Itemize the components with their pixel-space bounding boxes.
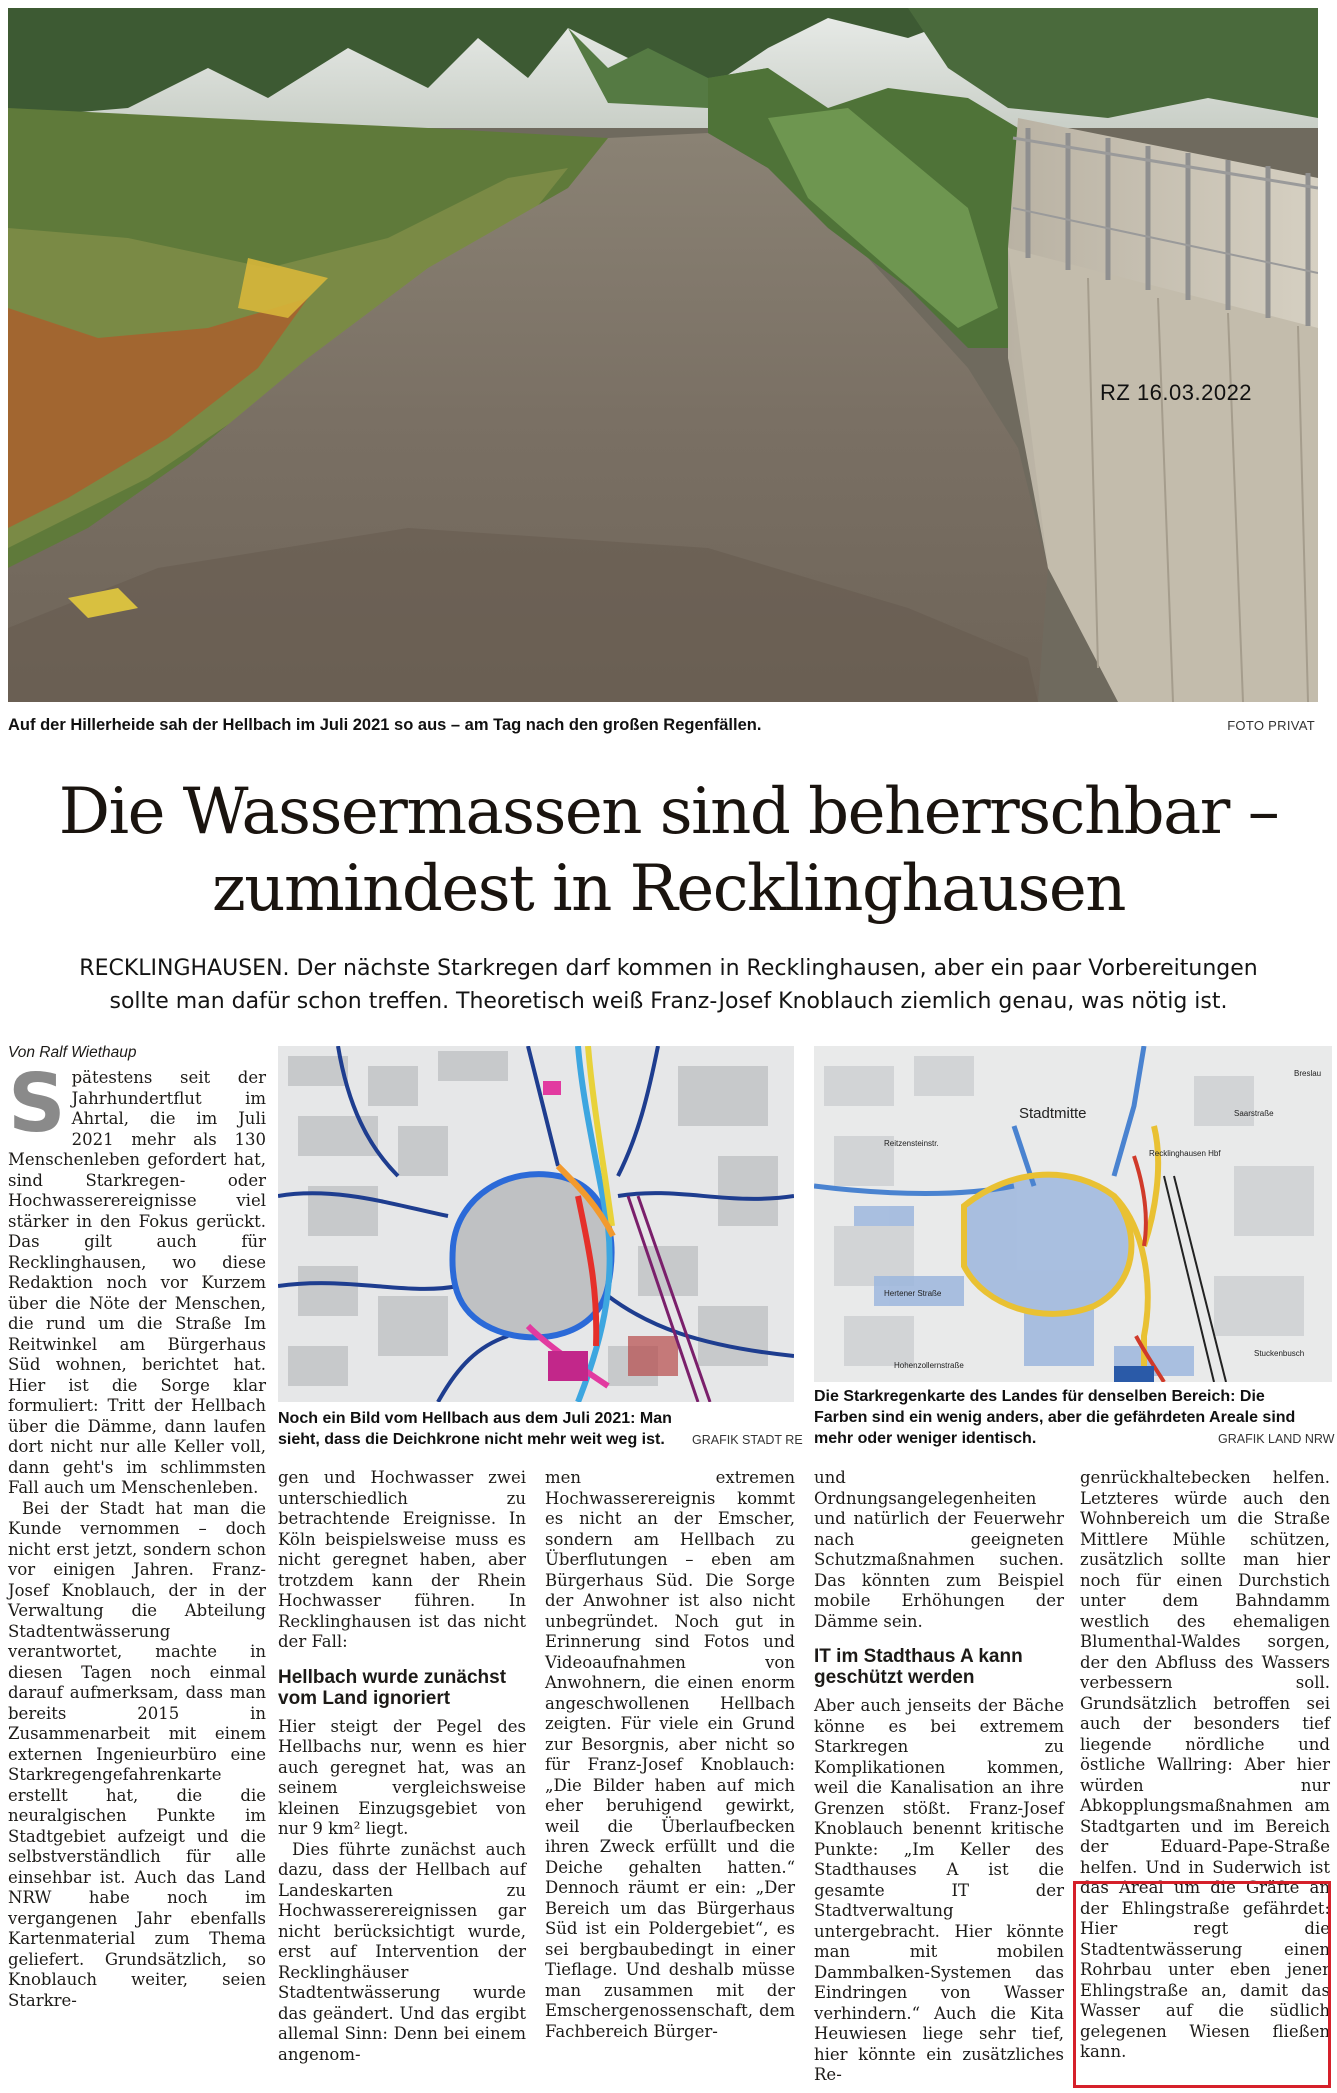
- map1-credit: GRAFIK STADT RE: [692, 1433, 803, 1447]
- map2-label-street: Stuckenbusch: [1254, 1349, 1305, 1358]
- headline: [0, 774, 1337, 928]
- lead-line-2: sollte man dafür schon treffen. Theoretisch weiß Franz-Josef Knoblauch ziemlich genau, was nötig ist.: [109, 989, 1228, 1014]
- map2-caption: Die Starkregenkarte des Landes für denselben Bereich: Die Farben sind ein wenig anders, aber die gefährdeten Areale sind mehr oder weniger identisch.: [814, 1388, 1296, 1447]
- subheading: Hellbach wurde zunächst vom Land ignoriert: [278, 1666, 507, 1709]
- hellbach-photo: [8, 8, 1318, 702]
- flood-map-land-nrw: [814, 1046, 1332, 1382]
- map1-caption: Noch ein Bild vom Hellbach aus dem Juli 2021: Man sieht, dass die Deichkrone nicht mehr weit weg ist.: [278, 1410, 672, 1448]
- photo-credit: FOTO PRIVAT: [1227, 718, 1315, 733]
- map2-label-street: Saarstraße: [1234, 1109, 1274, 1118]
- lead-line-1: RECKLINGHAUSEN. Der nächste Starkregen darf kommen in Recklinghausen, aber ein paar Vorbereitungen: [79, 956, 1258, 981]
- paragraph: Bei der Stadt hat man die Kunde vernommen – doch nicht erst jetzt, sondern schon vor einigen Jahren. Franz-Josef Knoblauch, der in der Verwaltung die Abteilung Stadtentwässerung verantwortet, machte in diesen Tagen noch einmal darauf aufmerksam, dass man bereits 2015 in Zusammenarbeit mit einem externen Ingenieurbüro eine Starkregengefahrenkarte erstellt hat, die die neuralgischen Punkte im Stadtgebiet aufzeigt und die selbstverständlich für alle einsehbar ist. Auch das Land NRW habe noch im vergangenen Jahr ebenfalls Kartenmaterial zum Thema geliefert. Grundsätzlich, so Knoblauch weiter, seien Starkre-: [8, 1498, 266, 2010]
- article-column-3: [545, 1468, 795, 2042]
- paragraph: und Ordnungsangelegenheiten und natürlich der Feuerwehr nach geeigneten Schutzmaßnahmen suchen. Das könnten zum Beispiel mobile Erhöhungen der Dämme sein.: [814, 1468, 1064, 1631]
- map2-label-station: Recklinghausen Hbf: [1149, 1149, 1221, 1158]
- map2-label-street: Hertener Straße: [884, 1289, 942, 1298]
- photo-caption: Auf der Hillerheide sah der Hellbach im Juli 2021 so aus – am Tag nach den großen Regenfällen.: [8, 716, 762, 734]
- paragraph: [8, 1057, 266, 1499]
- headline-line-2: zumindest in Recklinghausen: [212, 852, 1125, 926]
- paragraph: Dies führte zunächst auch dazu, dass der Hellbach auf Landeskarten zu Hochwasserereignissen gar nicht berücksichtigt wurde, erst auf Intervention der Recklinghäuser Stadtentwässerung wurde das geändert. Und das ergibt allemal Sinn: Denn bei einem angenom-: [278, 1839, 526, 2064]
- article-column-4: [814, 1468, 1064, 2086]
- map2-label-street: Reitzensteinstr.: [884, 1139, 939, 1148]
- lead-paragraph: [40, 952, 1297, 1018]
- map2-label-stadtmitte: Stadtmitte: [1019, 1105, 1087, 1122]
- paragraph: Hier steigt der Pegel des Hellbachs nur, wenn es hier auch geregnet hat, was an seinem vergleichsweise kleinen Einzugsgebiet von nur 9 km² liegt.: [278, 1716, 526, 1838]
- byline: Von Ralf Wiethaup: [8, 1044, 137, 1061]
- article-column-1: [8, 1057, 266, 2011]
- paragraph: gen und Hochwasser zwei unterschiedlich zu betrachtende Ereignisse. In Köln beispielsweise muss es nicht geregnet haben, aber trotzdem kann der Rhein Hochwasser führen. In Recklinghausen ist das nicht der Fall:: [278, 1468, 526, 1651]
- paragraph: Aber auch jenseits der Bäche könne es bei extremem Starkregen zu Komplikationen kommen, weil die Kanalisation an ihre Grenzen stößt. Franz-Josef Knoblauch benennt kritische Punkte: „Im Keller des Stadthauses A ist die gesamte IT der Stadtverwaltung untergebracht. Hier könnte man mit mobilen Dammbalken-Systemen das Eindringen von Wasser verhindern.“ Auch die Kita Heuwiesen liege sehr tief, hier könnte ein zusätzliches Re-: [814, 1696, 1064, 2084]
- headline-line-1: Die Wassermassen sind beherrschbar –: [58, 775, 1279, 849]
- paragraph: genrückhaltebecken helfen. Letzteres würde auch den Wohnbereich um die Straße Mittlere Mühle schützen, zusätzlich sollte man hier noch für einen Durchstich unter dem Bahndamm westlich des ehemaligen Blumenthal-Waldes sorgen, der den Abfluss des Wassers verbessern soll. Grundsätzlich betroffen sei auch der besonders tief liegende nördliche und östliche Wallring: Aber hier würden nur Abkopplungsmaßnahmen am Stadtgarten und im Bereich der Eduard-Pape-Straße helfen. Und in Suderwich ist das Areal um die Gräfte an der Ehlingstraße gefährdet: Hier regt die Stadtentwässerung einen Rohrbau unter eben jener Ehlingstraße an, damit das Wasser auf die südlich gelegenen Wiesen fließen kann.: [1080, 1468, 1330, 2061]
- map2-label-street: Hohenzollernstraße: [894, 1361, 964, 1370]
- paragraph-text: pätestens seit der Jahrhundertflut im Ahrtal, die im Juli 2021 mehr als 130 Menschenleben gefordert hat, sind Starkregen- oder Hochwasserereignisse viel stärker in den Fokus gerückt. Das gilt auch für Recklinghausen, wo diese Redaktion noch vor Kurzem über die Nöte der Menschen, die rund um die Straße Im Reitwinkel am Bürgerhaus Süd wohnen, berichtet hat. Hier ist die Sorge klar formuliert: Tritt der Hellbach über die Dämme, dann laufen dort nicht nur alle Keller voll, dann geht's im schlimmsten Fall auch um Menschenleben.: [8, 1068, 266, 1497]
- subheading: IT im Stadthaus A kann geschützt werden: [814, 1646, 1023, 1688]
- highlight-box: [1073, 1881, 1331, 2088]
- flood-map-stadt: [278, 1046, 794, 1402]
- drop-cap: S: [8, 1057, 66, 1150]
- map2-label-street: Breslau: [1294, 1069, 1322, 1078]
- photo-date-stamp: RZ 16.03.2022: [1100, 380, 1253, 405]
- map2-credit: GRAFIK LAND NRW: [1218, 1432, 1335, 1446]
- paragraph: men extremen Hochwasserereignis kommt es nicht an der Emscher, sondern am Hellbach zu Überflutungen – eben am Bürgerhaus Süd. Die Sorge der Anwohner ist also nicht unbegründet. Noch gut in Erinnerung sind Fotos und Videoaufnahmen von Anwohnern, die einen enorm angeschwollenen Hellbach zeigten. Für viele ein Grund zur Besorgnis, aber nicht so für Franz-Josef Knoblauch: „Die Bilder haben auf mich eher beruhigend gewirkt, weil die Überlaufbecken ihren Zweck erfüllt und die Deiche gehalten hatten.“ Dennoch räumt er ein: „Der Bereich um das Bürgerhaus Süd ist ein Poldergebiet“, es sei bergbaubedingt in einer Tieflage. Und deshalb müsse man zusammen mit der Emschergenossenschaft, dem Fachbereich Bürger-: [545, 1468, 795, 2041]
- article-column-2: [278, 1468, 526, 2065]
